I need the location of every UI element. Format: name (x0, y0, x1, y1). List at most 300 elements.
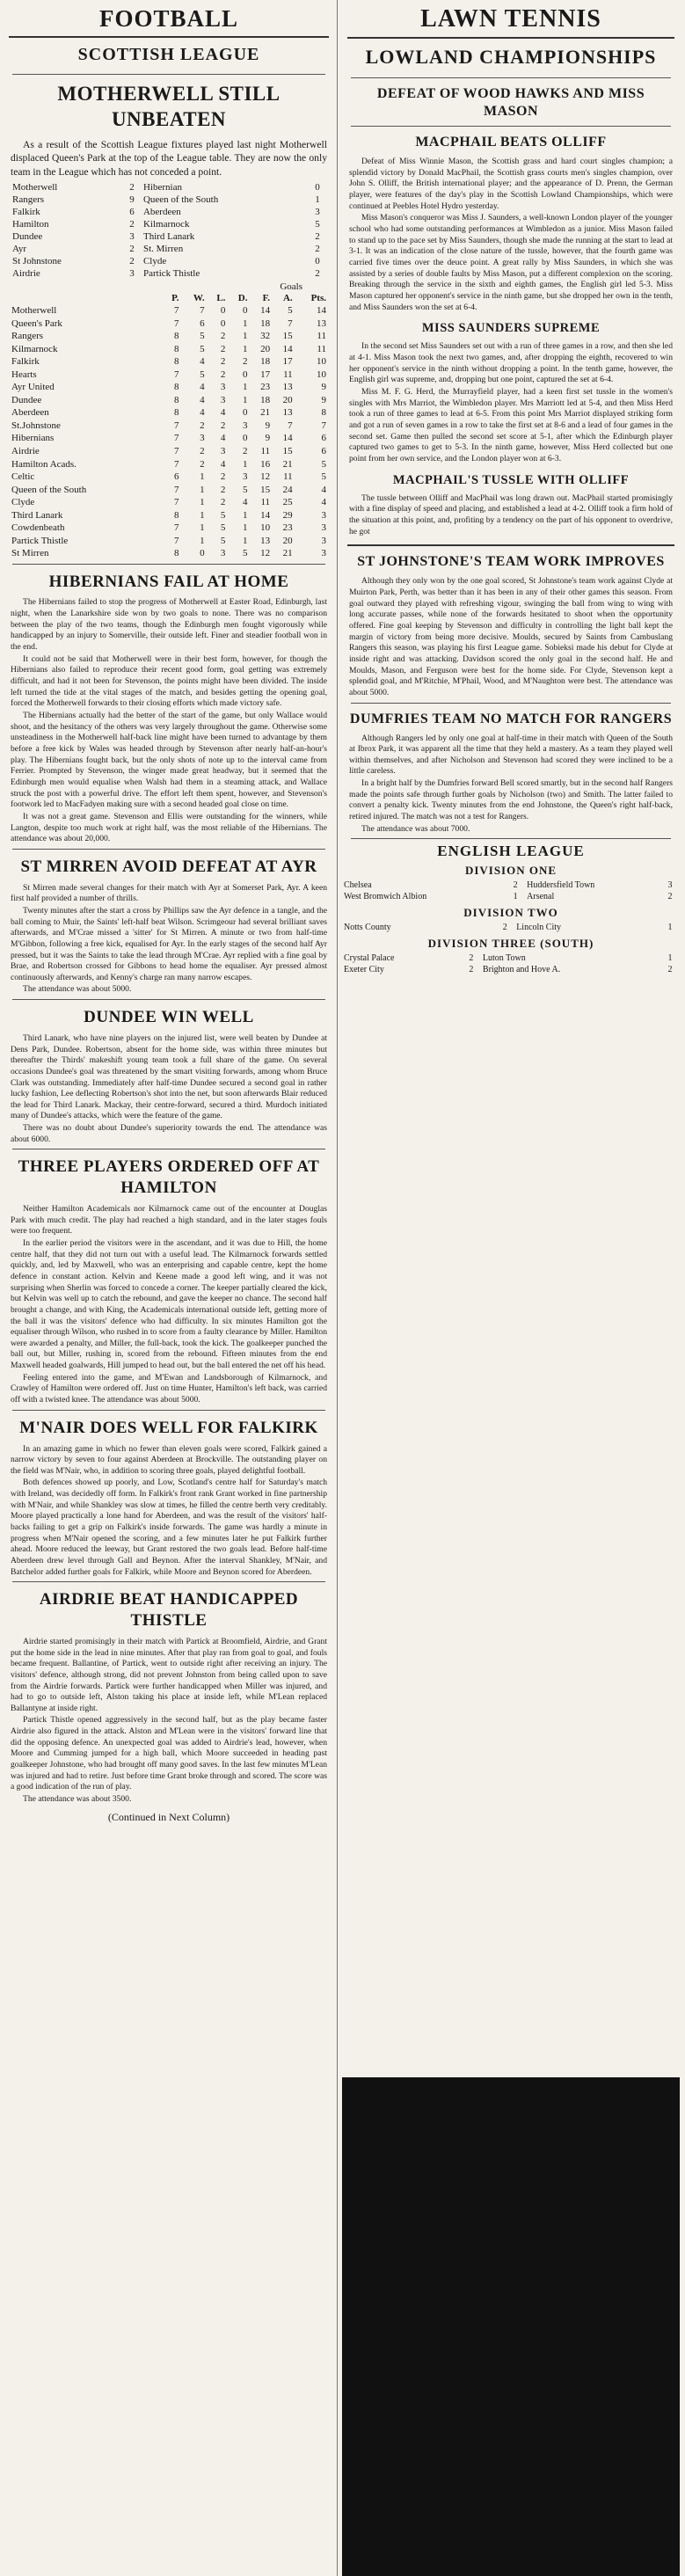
home-team: Ayr (12, 243, 27, 254)
standings-cell: 7 (288, 420, 293, 431)
tennis-sub-1: MISS SAUNDERS SUPREME (421, 321, 601, 336)
team-name: Rangers (11, 331, 44, 342)
standings-cell: 8 (174, 509, 179, 521)
standings-cell: 6 (200, 317, 205, 329)
section-rule (12, 999, 325, 1000)
standings-cell: 3 (321, 548, 326, 559)
section-rule (12, 1581, 325, 1582)
home-score: 2 (129, 218, 135, 230)
article-heading: ST MIRREN AVOID DEFEAT AT AYR (20, 857, 317, 876)
scottish-league-title: SCOTTISH LEAGUE (77, 45, 260, 64)
home-team: Rangers (12, 193, 45, 205)
standings-row (11, 509, 327, 522)
team-name: Kilmarnock (11, 343, 58, 354)
away-team: Brighton and Hove A. (482, 965, 561, 975)
standings-cell: 21 (282, 548, 293, 559)
standings-header: F. (262, 292, 271, 303)
team-name: Third Lanark (11, 509, 63, 521)
dumfries-heading: DUMFRIES TEAM NO MATCH FOR RANGERS (349, 711, 673, 726)
article-paragraph: The attendance was about 3500. (23, 1794, 132, 1805)
away-score: 2 (315, 267, 320, 279)
standings-cell: 12 (260, 548, 271, 559)
article-paragraph: Partick Thistle opened aggressively in the second half, but as the play became faster Airdrie also figured in the attack. Alston and M'Lean were in the visitors' forward line that did the opposing defence. An unexpected goal was added to Airdrie's lead, however, when Moore and Cumming jumped for a high ball, which Moore succeeded in heading past goalkeeper Johnstone, who had brought off many good saves. In the last few minutes M'Lean was injured and had to retire. Just before time Grant broke through and scored. The score was a good indication of the run of play. (11, 1715, 327, 1792)
standings-cell: 23 (260, 382, 271, 393)
tennis-body (342, 157, 680, 313)
standings-row (11, 458, 327, 471)
standings-row (11, 330, 327, 343)
standings-header: Pts. (310, 292, 326, 303)
standings-cell: 15 (282, 445, 293, 456)
standings-cell: 2 (200, 420, 205, 431)
standings-cell: 7 (174, 317, 179, 329)
standings-cell: 5 (220, 535, 226, 546)
standings-cell: 32 (260, 331, 271, 342)
standings-cell: 17 (282, 356, 293, 368)
away-score: 2 (667, 965, 673, 975)
section-rule (351, 126, 671, 127)
standings-header: A. (282, 292, 293, 303)
standings-cell: 1 (200, 522, 205, 534)
standings-cell: 14 (260, 305, 271, 317)
standings-cell: 8 (174, 548, 179, 559)
standings-cell: 14 (317, 305, 326, 317)
standings-cell: 0 (242, 305, 248, 317)
standings-header: L. (216, 292, 226, 303)
article-paragraph: Miss M. F. G. Herd, the Murrayfield player, had a keen first set tussle in the women's singles with Mrs Marriot, the Wimbledon player. Mrs Marriott led at 5-4, and then Miss Herd took a run of three games to lead at 6-5. From this point Mrs Marriot displayed striking form and got a run of seven games in a row to take the first set at 8-6 and a lead of four games in the second set. Game then pulled the second set score at 5-1, after which the Edinburgh player captured two games to get to 5-3. In the ninth game, however, Miss Herd collected but one point from her own service, and the London player won at 6-3. (349, 386, 673, 463)
result-row (11, 206, 327, 218)
team-name: Hamilton Acads. (11, 458, 77, 470)
article-paragraph: Although they only won by the one goal scored, St Johnstone's team work against Clyde at Muirton Park, Perth, was better than it has been in any of their other games this season. From goal outward they played with refreshing vigour, swinging the ball from wing to wing with long accurate passes, while none of the forwards hesitated to shoot when the opportunity offered. Fine goal keeping by Stevenson and difficulty in controlling the light ball kept the margin of victory from being more decisive. Moulds, secured by Saints from Cambuslang Rangers this season, was playing his first League game. Sobieksi made his debut for Clyde at inside right and was attacking. Davidson scored the only goal in the second half. He and Moulds, Mason, and Ferguson were best for the home side. For Clyde, Stevenson kept a splendid goal, and M'Ritchie, M'Phail, Wood, and M'Naughton were best. The attendance was about 5000. (349, 576, 673, 697)
division-one-results (342, 879, 680, 902)
standings-row (11, 445, 327, 458)
standings-row (11, 369, 327, 382)
standings-cell: 8 (174, 407, 179, 419)
standings-row (11, 432, 327, 445)
home-score: 2 (129, 181, 135, 193)
goals-label: Goals (280, 281, 302, 292)
team-name: Motherwell (11, 305, 57, 317)
article-paragraph: Defeat of Miss Winnie Mason, the Scottish grass and hard court singles champion; a splendid victory by Donald MacPhail, the Scottish grass courts men's singles champion, over John S. Olliff, the British international player; and the appearance of D. Prenn, the German player, were features of the day's play in the Scottish Lowland Championships, which were continued at Peebles Hotel Hydro yesterday. (349, 157, 673, 211)
result-row (342, 891, 680, 902)
team-name: Hibernians (11, 433, 55, 444)
standings-cell: 29 (282, 509, 293, 521)
standings-cell: 17 (260, 369, 271, 380)
standings-cell: 9 (321, 394, 326, 405)
result-row (11, 218, 327, 230)
standings-cell: 8 (174, 394, 179, 405)
standings-row (11, 484, 327, 497)
team-name: St.Johnstone (11, 420, 61, 431)
standings-cell: 8 (174, 356, 179, 368)
standings-row (11, 420, 327, 433)
standings-cell: 3 (220, 382, 226, 393)
standings-cell: 4 (220, 433, 226, 444)
standings-cell: 20 (282, 535, 293, 546)
section-rule (351, 77, 671, 78)
standings-cell: 8 (174, 343, 179, 354)
lowland-title: LOWLAND CHAMPIONSHIPS (365, 46, 657, 68)
home-score: 1 (513, 892, 518, 902)
home-score: 2 (502, 923, 507, 933)
home-team: Chelsea (344, 880, 372, 891)
standings-cell: 6 (174, 471, 179, 483)
standings-cell: 5 (288, 305, 293, 317)
division-three-results (342, 952, 680, 975)
standings-cell: 1 (242, 394, 248, 405)
standings-cell: 2 (220, 356, 226, 368)
standings-cell: 5 (242, 548, 248, 559)
standings-row (11, 535, 327, 548)
tennis-banner: LAWN TENNIS (420, 5, 601, 33)
tennis-heading-1: DEFEAT OF WOOD HAWKS AND MISS MASON (376, 86, 645, 119)
lead-intro-text: As a result of the Scottish League fixtures played last night Motherwell displaced Queen's Park at the top of the League table. They are now the only team in the League which has not conceded a point. (11, 138, 327, 179)
standings-cell: 7 (174, 420, 179, 431)
away-score: 2 (667, 892, 673, 902)
home-score: 2 (129, 243, 135, 254)
standings-cell: 5 (242, 484, 248, 495)
standings-cell: 9 (265, 420, 271, 431)
standings-row (11, 304, 327, 317)
standings-cell: 9 (321, 382, 326, 393)
team-name: Ayr United (11, 382, 55, 393)
team-name: Airdrie (11, 445, 40, 456)
article-body (4, 883, 334, 996)
standings-cell: 8 (321, 407, 326, 419)
st-johnstone-body (342, 576, 680, 698)
section-rule (12, 74, 325, 75)
standings-cell: 3 (321, 535, 326, 546)
standings-cell: 10 (317, 356, 326, 368)
standings-cell: 11 (283, 369, 293, 380)
article-paragraph: The attendance was about 7000. (361, 823, 470, 834)
standings-cell: 1 (242, 458, 248, 470)
article-paragraph: Third Lanark, who have nine players on the injured list, were well beaten by Dundee at Dens Park, Dundee. Robertson, absent for the home side, was within three minutes but thereafter the Thirds' makeshift young team took a full share of the game. On several occasions Dundee's goal was threatened by the smart visiting forwards, among whom Bruce Clark was outstanding. Immediately after half-time Dundee secured a second goal in rather lucky fashion, Lee deflecting Robertson's shot into the net, but soon afterwards Blair reduced the lead for Third Lanark. Mackay, their centre-forward, secured a third. Murdoch initiated many of Dundee's attacks, which were the feature of the game. (11, 1033, 327, 1121)
article-paragraph: Miss Mason's conqueror was Miss J. Saunders, a well-known London player of the younger school who had some outstanding performances at Wimbledon as a junior. Miss Mason failed to stand up to the pace set by Miss Saunders, though she made the running at the start to lead at 3-1. It was an indication of the close nature of the tussle, however, that the fourth game was carried five times over the deuce point. A great rally by Miss Saunders, in which she was assisted by a series of double faults by Miss Mason, put a different complexion on the scoring. Breaking through the service in the sixth and eighth games, the English girl led 5-3. Miss Mason captured her opponent's service in the ninth game, but she dropped her own in the tenth, and Miss Saunders won the set at 6-4. (349, 213, 673, 312)
standings-cell: 0 (220, 317, 226, 329)
standings-cell: 4 (200, 356, 205, 368)
home-score: 3 (129, 267, 135, 279)
away-team: Aberdeen (142, 206, 181, 217)
standings-cell: 21 (282, 458, 293, 470)
standings-cell: 0 (220, 305, 226, 317)
article-paragraph: Twenty minutes after the start a cross by Phillips saw the Ayr defence in a tangle, and the ball coming to Muir, the Saints' left-half beat Wilson. Scrimgeour had several brilliant saves afterwards, and M'Crae missed a 'sitter' for St Mirren. A minute or two from half-time M'Gibbon, following a free kick, equalised for Ayr. In the early stages of the second half Ayr pressed, but it was the Saints to take the lead through M'Crae. Ayr replied with a fine goal by Brae, and Robertson crossed for Gibbons to head home the equaliser. Ayr pressed almost continuously afterwards, and Kenny's charge ran many narrow escapes. (11, 905, 327, 982)
away-team: Third Lanark (142, 230, 195, 242)
standings-cell: 1 (200, 484, 205, 495)
standings-cell: 3 (321, 509, 326, 521)
standings-cell: 7 (174, 535, 179, 546)
article-body (4, 1033, 334, 1146)
standings-cell: 7 (174, 305, 179, 317)
standings-cell: 5 (200, 343, 205, 354)
division-one-label: DIVISION ONE (464, 864, 557, 878)
standings-row (11, 394, 327, 407)
away-score: 5 (315, 218, 320, 230)
tennis-sub1-body (342, 341, 680, 464)
standings-cell: 11 (283, 471, 293, 483)
standings-cell: 7 (174, 484, 179, 495)
standings-cell: 11 (317, 343, 326, 354)
article-heading: HIBERNIANS FAIL AT HOME (48, 572, 289, 591)
article-paragraph: Feeling entered into the game, and M'Ewan and Landsborough of Kilmarnock, and Crawley of Hamilton were ordered off. Just on time Hunter, Hamilton's left back, was carried off with a twisted knee. The attendance was about 5000. (11, 1372, 327, 1405)
team-name: Falkirk (11, 356, 40, 368)
standings-cell: 1 (242, 535, 248, 546)
home-score: 2 (513, 880, 518, 891)
division-two-results (342, 922, 680, 933)
home-team: Hamilton (12, 218, 49, 230)
standings-cell: 7 (174, 497, 179, 508)
team-name: Hearts (11, 369, 37, 380)
standings-cell: 5 (321, 458, 326, 470)
standings-cell: 18 (260, 356, 271, 368)
standings-cell: 13 (282, 407, 293, 419)
standings-cell: 0 (242, 369, 248, 380)
standings-cell: 1 (242, 522, 248, 534)
away-score: 3 (667, 880, 673, 891)
standings-cell: 15 (260, 484, 271, 495)
article-paragraph: Both defences showed up poorly, and Low, Scotland's centre half for Saturday's match with Ireland, was decidedly off form. In Falkirk's front rank Grant worked in fine partnership with M'Nair, and while Shankley was slow at times, he filled the centre berth very creditably. Moore played practically a lone hand for Aberdeen, and was the result of the visitors' half-backs failing to get a grip on Falkirk's inside forwards. The game was hardly a minute in progress when M'Nair opened the scoring, and a few minutes later he put Falkirk further ahead. Moore reduced the leeway, but Grant restored the two goals lead. Before half-time Aberdeen drew level through Gall and Beynon. After the interval Shankley, M'Nair, and Batchelor added further goals for Falkirk, while Moore and Beynon scored for Aberdeen. (11, 1478, 327, 1577)
team-name: Cowdenbeath (11, 522, 65, 534)
away-score: 1 (667, 923, 673, 933)
standings-cell: 7 (174, 522, 179, 534)
standings-cell: 12 (260, 471, 271, 483)
home-score: 2 (469, 965, 474, 975)
article-heading: M'NAIR DOES WELL FOR FALKIRK (19, 1418, 318, 1437)
result-row (11, 243, 327, 255)
standings-header (11, 292, 162, 305)
lead-heading: MOTHERWELL STILL UNBEATEN (57, 83, 281, 130)
standings-cell: 21 (260, 407, 271, 419)
football-column (4, 0, 334, 2576)
continued-note: (Continued in Next Column) (107, 1810, 230, 1823)
standings-cell: 13 (282, 382, 293, 393)
standings-cell: 5 (321, 471, 326, 483)
standings-header: W. (193, 292, 205, 303)
result-row (11, 193, 327, 206)
section-rule (351, 703, 671, 704)
standings-header-row (11, 292, 327, 305)
home-team: St Johnstone (12, 255, 62, 266)
standings-cell: 6 (321, 433, 326, 444)
article-paragraph: In a bright half by the Dumfries forward Bell scored smartly, but in the second half Rangers made the points safe through further goals by Nicholson (two) and Smith. The latter failed to convert a penalty kick. Twenty minutes from the end Johnstone, the Queen's right half-back, retired injured. The match was not a test for Rangers. (349, 778, 673, 822)
division-two-label: DIVISION TWO (463, 906, 558, 920)
st-johnstone-heading: ST JOHNSTONE'S TEAM WORK IMPROVES (357, 554, 665, 570)
standings-cell: 24 (282, 484, 293, 495)
standings-cell: 23 (282, 522, 293, 534)
standings-row (11, 317, 327, 331)
team-name: Queen's Park (11, 317, 62, 329)
standings-row (11, 496, 327, 509)
column-divider (337, 0, 338, 2576)
standings-cell: 18 (260, 394, 271, 405)
result-row (342, 952, 680, 964)
standings-cell: 2 (242, 445, 248, 456)
standings-cell: 25 (282, 497, 293, 508)
home-score: 6 (129, 206, 135, 217)
standings-header: P. (171, 292, 179, 303)
away-team: Clyde (142, 255, 167, 266)
tennis-sub-2: MACPHAIL'S TUSSLE WITH OLLIFF (392, 472, 630, 487)
standings-cell: 4 (321, 484, 326, 495)
home-team: Dundee (12, 230, 43, 242)
standings-cell: 3 (321, 522, 326, 534)
result-row (342, 922, 680, 933)
standings-cell: 18 (260, 317, 271, 329)
standings-cell: 4 (200, 382, 205, 393)
standings-cell: 7 (174, 458, 179, 470)
standings-cell: 2 (200, 445, 205, 456)
standings-cell: 1 (200, 535, 205, 546)
team-name: Partick Thistle (11, 535, 69, 546)
standings-cell: 4 (220, 458, 226, 470)
standings-cell: 2 (220, 343, 226, 354)
standings-cell: 5 (200, 331, 205, 342)
standings-cell: 4 (200, 407, 205, 419)
home-score: 3 (129, 230, 135, 242)
article-heading: DUNDEE WIN WELL (84, 1008, 254, 1027)
home-team: Exeter City (344, 965, 384, 975)
standings-cell: 4 (200, 394, 205, 405)
away-team: Hibernian (142, 181, 182, 193)
standings-cell: 1 (242, 331, 248, 342)
standings-cell: 0 (200, 548, 205, 559)
standings-cell: 2 (220, 471, 226, 483)
home-score: 2 (129, 255, 135, 266)
standings-cell: 9 (265, 433, 271, 444)
standings-row (11, 343, 327, 356)
standings-cell: 2 (242, 356, 248, 368)
standings-cell: 3 (242, 420, 248, 431)
english-league-title: ENGLISH LEAGUE (437, 843, 585, 860)
result-row (342, 964, 680, 975)
standings-cell: 20 (282, 394, 293, 405)
standings-cell: 0 (242, 407, 248, 419)
result-row (11, 181, 327, 193)
standings-cell: 11 (317, 331, 326, 342)
standings-cell: 7 (174, 369, 179, 380)
standings-cell: 5 (200, 369, 205, 380)
section-rule (12, 564, 325, 565)
article-paragraph: The Hibernians failed to stop the progress of Motherwell at Easter Road, Edinburgh, last night, when the Lanarkshire side won by two goals to none. There was no comparison between the play of the two teams, though the Edinburgh men fought vigorously while handicapped by an injury to Somerville, their outside left. Finer and steadier football won in the end. (11, 597, 327, 652)
away-team: Luton Town (482, 953, 526, 964)
standings-cell: 14 (282, 343, 293, 354)
standings-cell: 2 (220, 484, 226, 495)
standings-cell: 8 (174, 331, 179, 342)
standings-cell: 1 (200, 497, 205, 508)
standings-cell: 7 (200, 305, 205, 317)
away-team: Huddersfield Town (527, 880, 595, 891)
home-team: Motherwell (12, 181, 58, 193)
tennis-heading-2: MACPHAIL BEATS OLLIFF (415, 135, 607, 150)
standings-cell: 3 (220, 548, 226, 559)
home-team: Notts County (344, 923, 391, 933)
standings-cell: 5 (220, 522, 226, 534)
standings-cell: 2 (220, 420, 226, 431)
results-wrap (4, 181, 334, 280)
standings-cell: 14 (282, 433, 293, 444)
standings-cell: 7 (321, 420, 326, 431)
standings-cell: 3 (220, 394, 226, 405)
standings-row (11, 547, 327, 560)
article-paragraph: The attendance was about 5000. (23, 984, 132, 995)
result-row (11, 267, 327, 280)
home-score: 9 (129, 193, 135, 205)
section-rule (351, 838, 671, 839)
standings-cell: 20 (260, 343, 271, 354)
standings-cell: 10 (260, 522, 271, 534)
article-heading: AIRDRIE BEAT HANDICAPPED THISTLE (39, 1590, 299, 1631)
home-team: Falkirk (12, 206, 40, 217)
standings-cell: 7 (174, 445, 179, 456)
standings-cell: 4 (220, 407, 226, 419)
dumfries-body (342, 733, 680, 836)
standings-cell: 1 (242, 317, 248, 329)
article-paragraph: Although Rangers led by only one goal at half-time in their match with Queen of the South at Ibrox Park, it was apparent all the time that they held a mastery. As a team they played well within themselves, and after Nicholson and Stevenson had scored they were inclined to be a little careless. (349, 733, 673, 777)
article-paragraph: The tussle between Olliff and MacPhail was long drawn out. MacPhail started promisingly with a fine display of speed and placing, and established a lead at 4-2. Olliff took a firm hold of the situation at this point, and, profiting by a tendency on the part of his opponent to overdrive, he got (349, 493, 673, 536)
away-team: Lincoln City (516, 923, 562, 933)
away-score: 2 (315, 230, 320, 242)
result-row (11, 255, 327, 267)
standings-header: D. (237, 292, 248, 303)
away-score: 1 (315, 193, 320, 205)
section-rule (347, 544, 674, 546)
section-rule (12, 849, 325, 850)
tennis-sub2-body (342, 493, 680, 538)
away-score: 0 (315, 255, 320, 266)
standings-cell: 6 (321, 445, 326, 456)
standings-cell: 7 (288, 317, 293, 329)
home-score: 2 (469, 953, 474, 964)
article-body (4, 1637, 334, 1806)
standings-cell: 3 (200, 433, 205, 444)
standings-cell: 2 (200, 458, 205, 470)
standings-row (11, 355, 327, 369)
standings-cell: 4 (242, 497, 248, 508)
standings-cell: 5 (220, 509, 226, 521)
blank-advert-block (342, 2077, 680, 2576)
home-team: Airdrie (12, 267, 40, 279)
standings-cell: 1 (242, 382, 248, 393)
section-rule (12, 1410, 325, 1411)
standings-cell: 3 (242, 471, 248, 483)
away-score: 0 (315, 181, 320, 193)
articles-left (4, 564, 334, 1806)
team-name: Dundee (11, 394, 42, 405)
league-standings-table (11, 292, 327, 560)
away-score: 2 (315, 243, 320, 254)
away-team: Partick Thistle (142, 267, 200, 279)
standings-cell: 1 (200, 509, 205, 521)
standings-cell: 1 (242, 509, 248, 521)
standings-row (11, 522, 327, 535)
standings-row (11, 381, 327, 394)
away-team: Queen of the South (142, 193, 219, 205)
article-paragraph: In an amazing game in which no fewer than eleven goals were scored, Falkirk gained a narrow victory by seven to four against Aberdeen at Brockville. The outstanding player on the field was M'Nair, who, in addition to scoring three goals, played delightful football. (11, 1443, 327, 1476)
standings-cell: 10 (317, 369, 326, 380)
team-name: Queen of the South (11, 484, 87, 495)
article-paragraph: Airdrie started promisingly in their match with Partick at Broomfield, Airdrie, and Grant put the home side in the lead in nine minutes. After that play ran from goal to goal, and fouls became frequent. Ballantine, of Partick, went to outside right after receiving an injury. The visitors' defence, although strong, did not prevent Johnston from being called upon to save from the Airdrie forwards. Partick were further handicapped when Miller was injured, and had to go to outside left, Alston taking his place at inside left, while M'Lean replaced Ballantyne at inside right. (11, 1636, 327, 1713)
team-name: Celtic (11, 471, 35, 483)
standings-cell: 0 (242, 433, 248, 444)
away-score: 1 (667, 953, 673, 964)
standings-cell: 14 (260, 509, 271, 521)
standings-cell: 1 (242, 343, 248, 354)
article-body (4, 1204, 334, 1406)
standings-cell: 1 (200, 471, 205, 483)
standings-cell: 8 (174, 382, 179, 393)
standings-cell: 3 (220, 445, 226, 456)
article-heading: THREE PLAYERS ORDERED OFF AT HAMILTON (18, 1157, 320, 1198)
article-paragraph: In the second set Miss Saunders set out with a run of three games in a row, and then she led at 4-1. Miss Mason took the next two games, and, after dropping the eighth, recovered to win her opponent's service in the ninth without dropping a point. In the tenth game, however, the English girl was supreme, and, dropping but one point, captured the set at 6-4. (349, 341, 673, 385)
